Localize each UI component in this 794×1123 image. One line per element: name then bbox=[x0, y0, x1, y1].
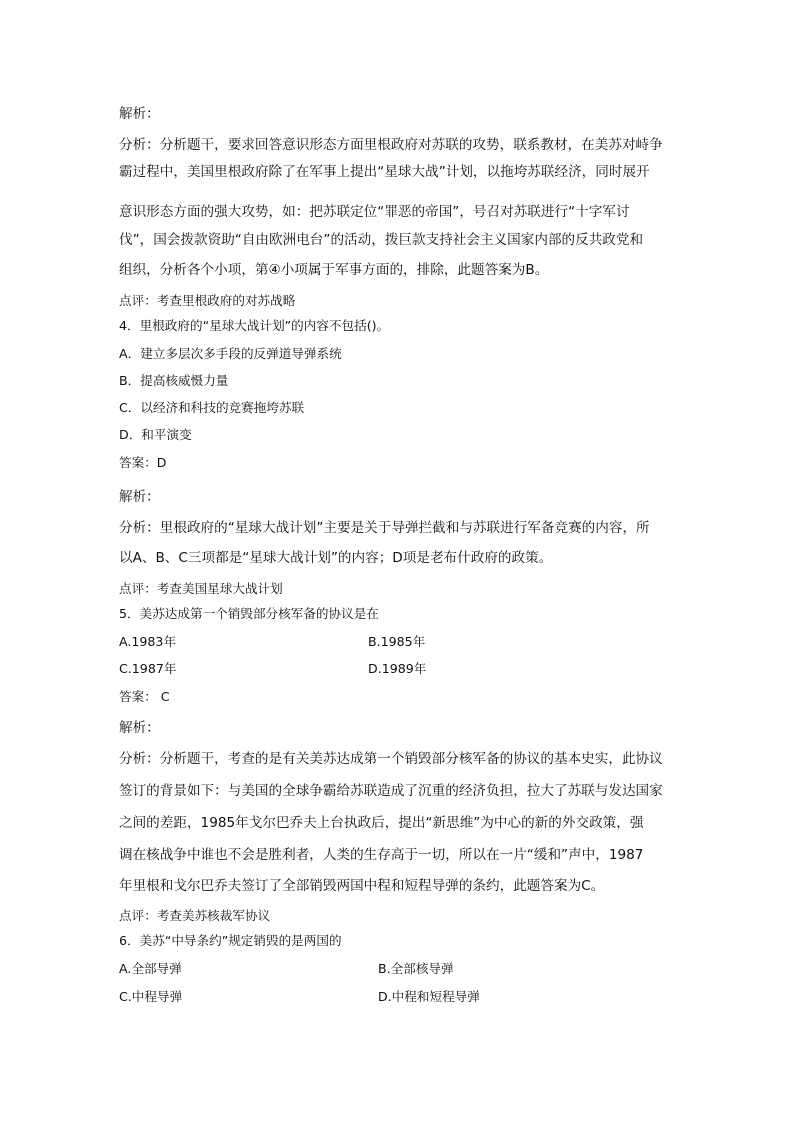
q4-answer: 答案：D bbox=[119, 455, 167, 470]
q6-option-a: A.全部导弹 bbox=[119, 961, 182, 976]
q5-option-a: A.1983年 bbox=[119, 634, 177, 649]
q4-analysis-label: 解析： bbox=[119, 489, 160, 505]
q3-analysis-line: 分析：分析题干，要求回答意识形态方面里根政府对苏联的攻势，联系教材，在美苏对峙争 bbox=[119, 137, 663, 153]
q6-option-c: C.中程导弹 bbox=[119, 989, 183, 1004]
q5-analysis-label: 解析： bbox=[119, 720, 160, 736]
q3-analysis-label: 解析： bbox=[119, 106, 160, 122]
q3-analysis-line: 伐”，国会拨款资助“自由欧洲电台”的活动，拨巨款支持社会主义国家内部的反共政党和 bbox=[119, 232, 644, 248]
q5-analysis-line: 之间的差距，1985年戈尔巴乔夫上台执政后，提出“新思维”为中心的新的外交政策，强 bbox=[119, 815, 644, 831]
q5-option-c: C.1987年 bbox=[119, 661, 177, 676]
q3-analysis-line: 霸过程中，美国里根政府除了在军事上提出“星球大战”计划，以拖垮苏联经济，同时展开 bbox=[119, 164, 650, 180]
q5-analysis-line: 签订的背景如下：与美国的全球争霸给苏联造成了沉重的经济负担，拉大了苏联与发达国家 bbox=[119, 783, 663, 799]
q5-comment: 点评：考查美苏核裁军协议 bbox=[119, 908, 271, 923]
q4-option-c: C．以经济和科技的竞赛拖垮苏联 bbox=[119, 400, 305, 415]
q3-analysis-line: 组织，分析各个小项，第④小项属于军事方面的，排除，此题答案为B。 bbox=[119, 262, 549, 278]
q4-comment: 点评：考查美国星球大战计划 bbox=[119, 581, 283, 596]
q4-stem: 4．里根政府的“星球大战计划”的内容不包括()。 bbox=[119, 318, 390, 333]
q4-option-b: B．提高核威慑力量 bbox=[119, 373, 229, 388]
q5-analysis-line: 年里根和戈尔巴乔夫签订了全部销毁两国中程和短程导弹的条约，此题答案为C。 bbox=[119, 878, 605, 894]
q3-analysis-line: 意识形态方面的强大攻势，如：把苏联定位“罪恶的帝国”，号召对苏联进行“十字军讨 bbox=[119, 204, 630, 220]
q4-option-a: A．建立多层次多手段的反弹道导弹系统 bbox=[119, 346, 342, 361]
q5-analysis-line: 分析：分析题干，考查的是有关美苏达成第一个销毁部分核军备的协议的基本史实，此协议 bbox=[119, 751, 663, 767]
q5-analysis-line: 调在核战争中谁也不会是胜利者，人类的生存高于一切，所以在一片“缓和”声中，1987 bbox=[119, 847, 644, 863]
q5-stem: 5．美苏达成第一个销毁部分核军备的协议是在 bbox=[119, 606, 379, 621]
q6-option-b: B.全部核导弹 bbox=[378, 961, 454, 976]
q3-comment: 点评：考查里根政府的对苏战略 bbox=[119, 293, 296, 308]
q4-option-d: D．和平演变 bbox=[119, 427, 192, 442]
q5-answer: 答案： C bbox=[119, 689, 170, 704]
q4-analysis-line: 以A、B、C三项都是“星球大战计划”的内容；D项是老布什政府的政策。 bbox=[119, 550, 553, 566]
q6-stem: 6．美苏“中导条约”规定销毁的是两国的 bbox=[119, 933, 342, 948]
q5-option-b: B.1985年 bbox=[368, 634, 426, 649]
q6-option-d: D.中程和短程导弹 bbox=[378, 989, 480, 1004]
q4-analysis-line: 分析：里根政府的“星球大战计划”主要是关于导弹拦截和与苏联进行军备竞赛的内容，所 bbox=[119, 520, 650, 536]
q5-option-d: D.1989年 bbox=[368, 661, 427, 676]
